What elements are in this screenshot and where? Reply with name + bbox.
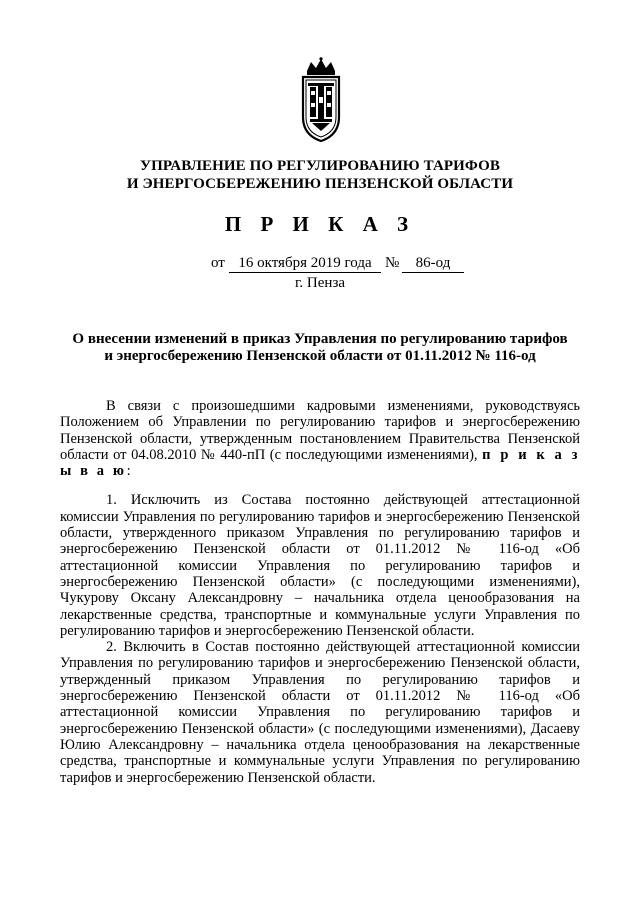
date-prefix: от (211, 255, 225, 271)
preamble-paragraph (60, 398, 580, 479)
coat-of-arms-icon (298, 57, 344, 143)
subject-line2: и энергосбережению Пензенской области от 01.11.2012 № 116-од (104, 348, 536, 364)
document-body (60, 398, 580, 786)
number-prefix: № (385, 255, 400, 271)
subject-line1: О внесении изменений в приказ Управления по регулированию тарифов (72, 331, 568, 347)
document-type-title: П Р И К А З (224, 212, 416, 236)
order-word: п р и к а з ы в а ю (60, 446, 580, 480)
preamble-text: В связи с произошедшими кадровыми изменениями, руководствуясь Положением об Управлении по регулированию тарифов и энергосбережению Пензенской области, утвержденным постановлением Правительства Пензенской области от 04.08.2010 № 440-пП (с последующими изменениями), (60, 398, 580, 463)
organization-name-line2: И ЭНЕРГОСБЕРЕЖЕНИЮ ПЕНЗЕНСКОЙ ОБЛАСТИ (126, 176, 514, 192)
document-date: 16 октября 2019 года (229, 255, 381, 273)
organization-name-line1: УПРАВЛЕНИЕ ПО РЕГУЛИРОВАНИЮ ТАРИФОВ (140, 158, 500, 174)
item-2-paragraph: 2. Включить в Состав постоянно действующей аттестационной комиссии Управления по регулированию тарифов и энергосбережению Пензенской области, утвержденный приказом Управления по регулированию тарифов и энергосбережению Пензенской области от 01.11.2012 № 116-од «Об аттестационной комиссии Управления по регулированию тарифов и энергосбережению Пензенской области» (с последующими изменениями), Дасаеву Юлию Александровну – начальника отдела ценообразования на лекарственные средства, транспортные и коммунальные услуги Управления по регулированию тарифов и энергосбережению Пензенской области. (60, 639, 580, 786)
city: г. Пенза (294, 275, 346, 291)
item-1-paragraph: 1. Исключить из Состава постоянно действующей аттестационной комиссии Управления по регулированию тарифов и энергосбережению Пензенской области, утвержденного приказом Управления по регулированию тарифов и энергосбережению Пензенской области от 01.11.2012 № 116-од «Об аттестационной комиссии Управления по регулированию тарифов и энергосбережению Пензенской области» (с последующими изменениями), Чукурову Оксану Александровну – начальника отдела ценообразования на лекарственные средства, транспортные и коммунальные услуги Управления по регулированию тарифов и энергосбережению Пензенской области. (60, 492, 580, 639)
order-suffix: : (126, 463, 131, 480)
document-number: 86-од (402, 255, 464, 273)
